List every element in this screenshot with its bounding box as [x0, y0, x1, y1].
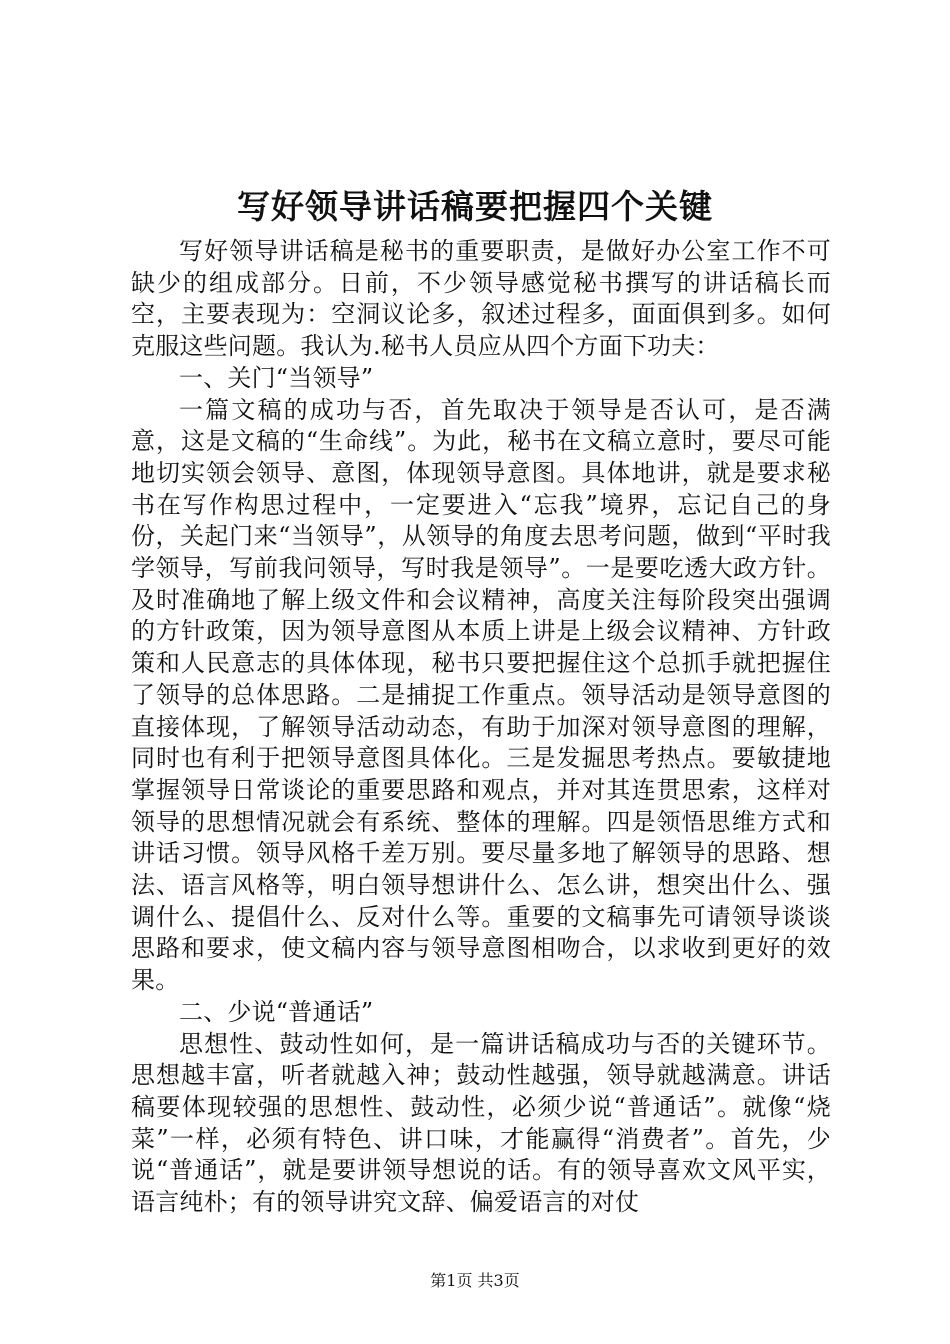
page-number-footer: 第1页 共3页	[430, 1271, 520, 1290]
section-heading-1: 一、关门“当领导”	[179, 363, 374, 392]
section-1-paragraph: 一篇文稿的成功与否，首先取决于领导是否认可，是否满意，这是文稿的“生命线”。为此，秘书在文稿立意时，要尽可能地切实领会领导、意图，体现领导意图。具体地讲，就是要求秘书在写作构思过程中，一定要进入“忘我”境界，忘记自己的身份，关起门来“当领导”，从领导的角度去思考问题，做到“平时我学领导，写前我问领导，写时我是领导”。一是要吃透大政方针。及时准确地了解上级文件和会议精神，高度关注每阶段突出强调的方针政策，因为领导意图从本质上讲是上级会议精神、方针政策和人民意志的具体体现，秘书只要把握住这个总抓手就把握住了领导的总体思路。二是捕捉工作重点。领导活动是领导意图的直接体现，了解领导活动动态，有助于加深对领导意图的理解，同时也有利于把领导意图具体化。三是发掘思考热点。要敏捷地掌握领导日常谈论的重要思路和观点，并对其连贯思索，这样对领导的思想情况就会有系统、整体的理解。四是领悟思维方式和讲话习惯。领导风格千差万别。要尽量多地了解领导的思路、想法、语言风格等，明白领导想讲什么、怎么讲，想突出什么、强调什么、提倡什么、反对什么等。重要的文稿事先可请领导谈谈思路和要求，使文稿内容与领导意图相吻合，以求收到更好的效果。	[131, 395, 831, 995]
document-body	[131, 236, 831, 1219]
section-2-paragraph: 思想性、鼓动性如何，是一篇讲话稿成功与否的关键环节。思想越丰富，听者就越入神；鼓动性越强，领导就越满意。讲话稿要体现较强的思想性、鼓动性，必须少说“普通话”。就像“烧菜”一样，必须有特色、讲口味，才能赢得“消费者”。首先，少说“普通话”，就是要讲领导想说的话。有的领导喜欢文风平实，语言纯朴；有的领导讲究文辞、偏爱语言的对仗	[131, 1029, 831, 1217]
section-heading-2: 二、少说“普通话”	[179, 997, 374, 1026]
document-title: 写好领导讲话稿要把握四个关键	[237, 187, 713, 226]
intro-paragraph: 写好领导讲话稿是秘书的重要职责，是做好办公室工作不可缺少的组成部分。日前，不少领导感觉秘书撰写的讲话稿长而空，主要表现为：空洞议论多，叙述过程多，面面俱到多。如何克服这些问题。我认为.秘书人员应从四个方面下功夫：	[131, 237, 831, 361]
